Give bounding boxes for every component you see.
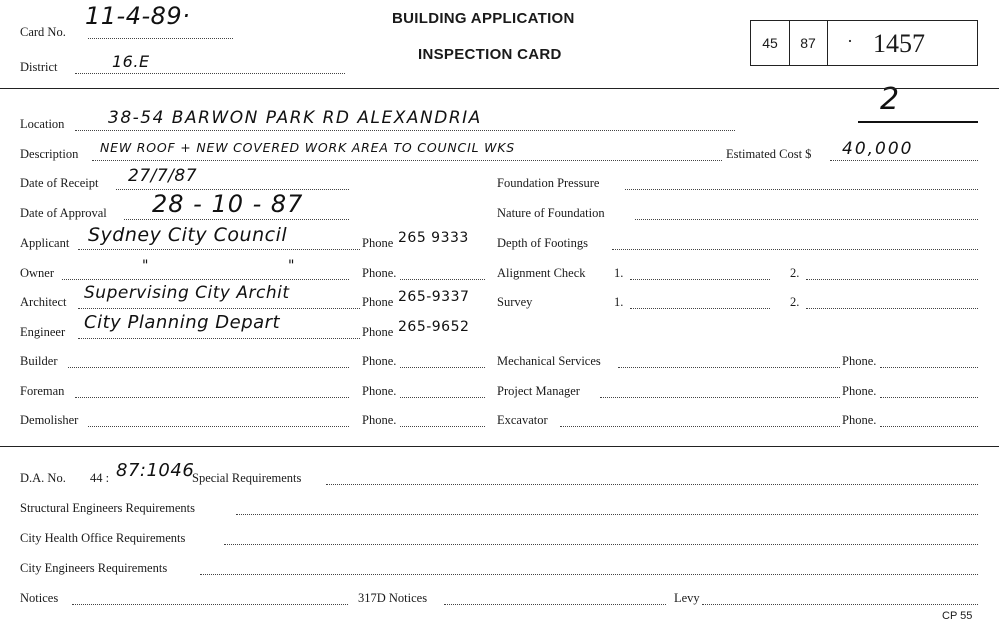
nature-foundation-label: Nature of Foundation — [497, 206, 605, 220]
description-value: NEW ROOF + NEW COVERED WORK AREA TO COUNCIL WKS — [100, 140, 516, 155]
survey-1-dots — [630, 308, 770, 309]
foreman-phone-label: Phone. — [362, 384, 397, 398]
foundation-pressure-label: Foundation Pressure — [497, 176, 600, 190]
health-requirements-label: City Health Office Requirements — [20, 531, 186, 545]
foundation-pressure-dots — [625, 189, 978, 190]
corner-number-underline — [858, 121, 978, 123]
date-receipt-value: 27/7/87 — [128, 166, 198, 186]
card-number-box-dot: · — [847, 31, 853, 51]
description-dots — [92, 160, 722, 161]
owner-phone-label: Phone. — [362, 266, 397, 280]
mechanical-services-label: Mechanical Services — [497, 354, 601, 368]
notices-label: Notices — [20, 591, 59, 605]
title-line-2: INSPECTION CARD — [418, 46, 562, 63]
card-number-box-b: 87 — [789, 21, 828, 65]
owner-ditto-2: " — [288, 258, 295, 274]
project-manager-phone-dots — [880, 397, 978, 398]
card-number-box-a: 45 — [751, 21, 790, 65]
date-receipt-label: Date of Receipt — [20, 176, 99, 190]
builder-phone-label: Phone. — [362, 354, 397, 368]
engineer-label: Engineer — [20, 325, 66, 339]
project-manager-label: Project Manager — [497, 384, 580, 398]
alignment-1-label: 1. — [614, 266, 624, 280]
estimated-cost-dots — [830, 160, 978, 161]
alignment-2-dots — [806, 279, 978, 280]
builder-dots — [68, 367, 349, 368]
da-no-prefix: 44 : — [90, 471, 110, 485]
applicant-dots — [78, 249, 360, 250]
card-no-value: 11-4-89· — [85, 2, 191, 30]
special-requirements-dots — [326, 484, 978, 485]
card-no-dots — [88, 38, 233, 39]
card-no-label: Card No. — [20, 25, 66, 39]
title-line-1: BUILDING APPLICATION — [392, 10, 575, 27]
excavator-phone-label: Phone. — [842, 413, 877, 427]
depth-footings-label: Depth of Footings — [497, 236, 588, 250]
owner-ditto-1: " — [142, 258, 149, 274]
excavator-dots — [560, 426, 840, 427]
structural-requirements-label: Structural Engineers Requirements — [20, 501, 195, 515]
alignment-check-label: Alignment Check — [497, 266, 586, 280]
levy-dots — [702, 604, 978, 605]
location-dots — [75, 130, 735, 131]
demolisher-dots — [88, 426, 349, 427]
location-value: 38-54 BARWON PARK RD ALEXANDRIA — [108, 108, 482, 128]
owner-dots — [62, 279, 349, 280]
demolisher-label: Demolisher — [20, 413, 79, 427]
levy-label: Levy — [674, 591, 700, 605]
applicant-value: Sydney City Council — [88, 224, 288, 246]
architect-phone-value: 265-9337 — [398, 289, 470, 305]
city-engineers-requirements-dots — [200, 574, 978, 575]
structural-requirements-dots — [236, 514, 978, 515]
depth-footings-dots — [612, 249, 978, 250]
date-approval-value: 28 - 10 - 87 — [152, 190, 304, 218]
survey-2-dots — [806, 308, 978, 309]
top-rule — [0, 88, 999, 89]
alignment-2-label: 2. — [790, 266, 800, 280]
notices-317d-dots — [444, 604, 666, 605]
nature-foundation-dots — [635, 219, 978, 220]
special-requirements-label: Special Requirements — [192, 471, 302, 485]
estimated-cost-value: 40,000 — [842, 139, 914, 159]
mechanical-services-dots — [618, 367, 840, 368]
mechanical-phone-dots — [880, 367, 978, 368]
city-engineers-requirements-label: City Engineers Requirements — [20, 561, 168, 575]
survey-label: Survey — [497, 295, 533, 309]
district-value: 16.E — [112, 52, 150, 71]
engineer-phone-value: 265-9652 — [398, 319, 470, 335]
date-approval-label: Date of Approval — [20, 206, 107, 220]
location-label: Location — [20, 117, 65, 131]
notices-dots — [72, 604, 348, 605]
excavator-phone-dots — [880, 426, 978, 427]
excavator-label: Excavator — [497, 413, 548, 427]
estimated-cost-label: Estimated Cost $ — [726, 147, 812, 161]
architect-label: Architect — [20, 295, 67, 309]
demolisher-phone-dots — [400, 426, 485, 427]
alignment-1-dots — [630, 279, 770, 280]
engineer-dots — [78, 338, 360, 339]
engineer-value: City Planning Depart — [84, 312, 281, 333]
builder-phone-dots — [400, 367, 485, 368]
project-manager-phone-label: Phone. — [842, 384, 877, 398]
architect-dots — [78, 308, 360, 309]
description-label: Description — [20, 147, 79, 161]
corner-handwritten-number: 2 — [880, 82, 900, 117]
da-no-value: 87:1046 — [116, 460, 195, 481]
district-dots — [75, 73, 345, 74]
district-label: District — [20, 60, 58, 74]
footer-form-code: CP 55 — [942, 610, 973, 622]
notices-317d-label: 317D Notices — [358, 591, 428, 605]
owner-label: Owner — [20, 266, 55, 280]
survey-2-label: 2. — [790, 295, 800, 309]
foreman-dots — [75, 397, 349, 398]
card-number-box — [750, 20, 978, 66]
da-no-label: D.A. No. — [20, 471, 66, 485]
builder-label: Builder — [20, 354, 58, 368]
middle-rule — [0, 446, 999, 447]
applicant-phone-label: Phone — [362, 236, 394, 250]
health-requirements-dots — [224, 544, 978, 545]
applicant-phone-value: 265 9333 — [398, 230, 469, 246]
foreman-label: Foreman — [20, 384, 65, 398]
demolisher-phone-label: Phone. — [362, 413, 397, 427]
engineer-phone-label: Phone — [362, 325, 394, 339]
survey-1-label: 1. — [614, 295, 624, 309]
project-manager-dots — [600, 397, 840, 398]
mechanical-phone-label: Phone. — [842, 354, 877, 368]
architect-phone-label: Phone — [362, 295, 394, 309]
date-approval-dots — [124, 219, 349, 220]
architect-value: Supervising City Archit — [84, 283, 290, 303]
foreman-phone-dots — [400, 397, 485, 398]
applicant-label: Applicant — [20, 236, 70, 250]
card-number-value: 1457 — [873, 29, 925, 58]
owner-phone-dots — [400, 279, 485, 280]
